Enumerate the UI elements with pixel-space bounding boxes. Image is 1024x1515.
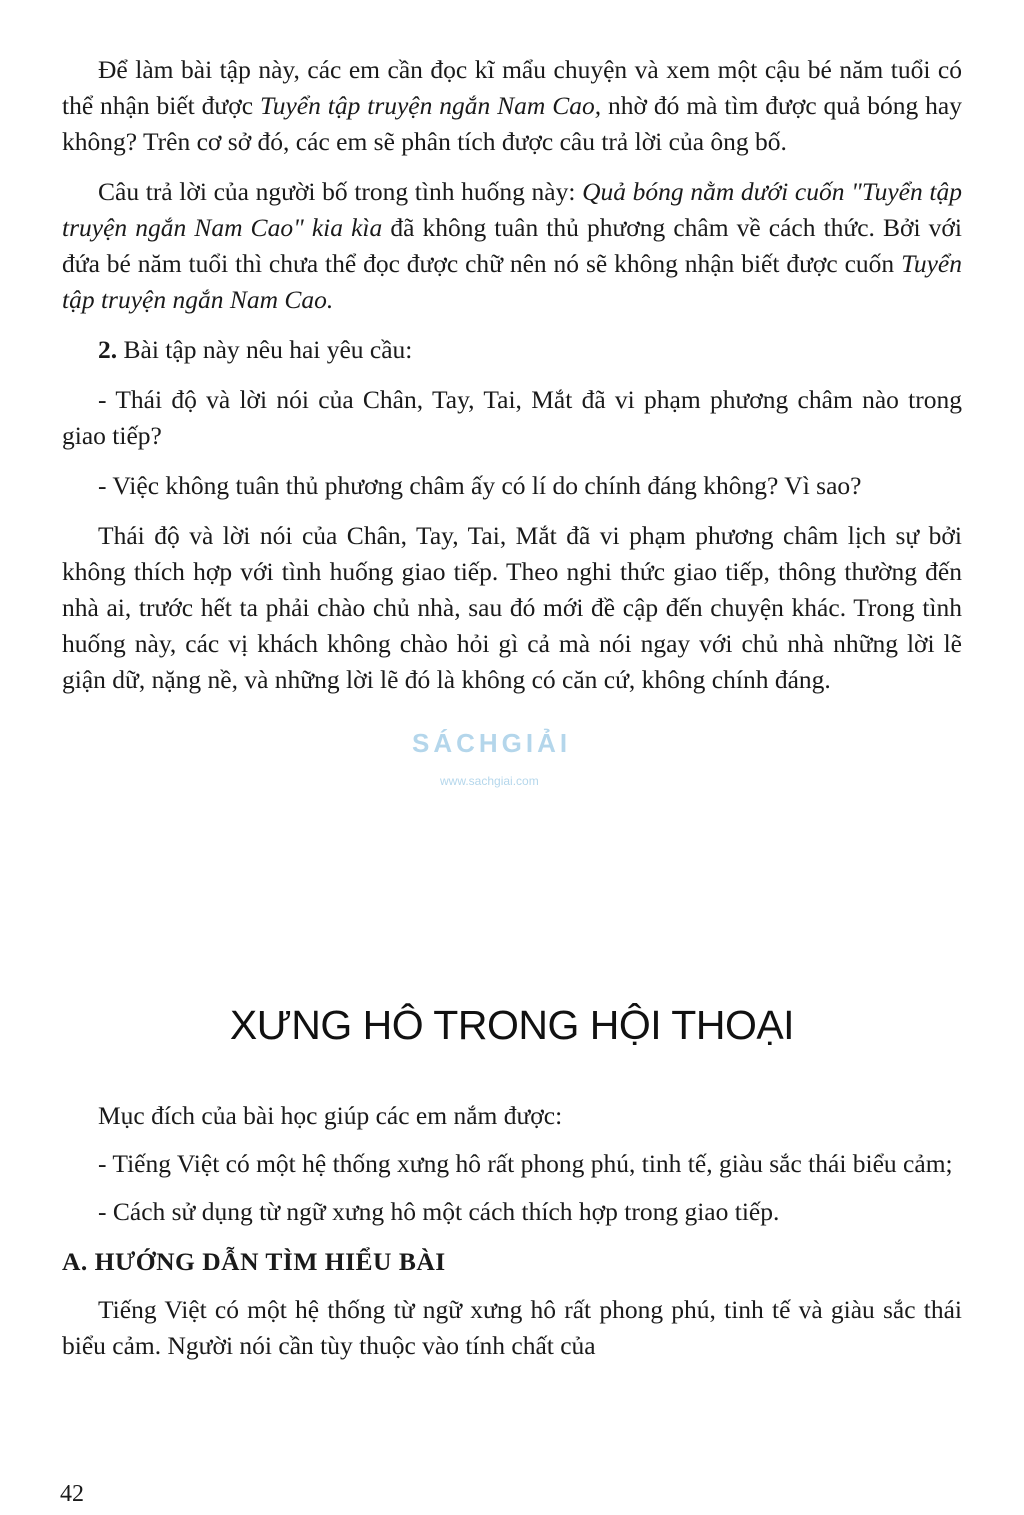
paragraph-4: - Thái độ và lời nói của Chân, Tay, Tai, Mắt đã vi phạm phương châm nào trong giao tiếp? (62, 385, 962, 450)
watermark-url: www.sachgiai.com (440, 774, 539, 788)
paragraph-2-start: Câu trả lời của người bố trong tình huống này: (98, 177, 583, 206)
lesson-title: XƯNG HÔ TRONG HỘI THOẠI (229, 1002, 795, 1049)
paragraph-1 (62, 52, 962, 160)
section-bullet-2: - Cách sử dụng từ ngữ xưng hô một cách thích hợp trong giao tiếp. (98, 1197, 780, 1226)
paragraph-5: - Việc không tuân thủ phương châm ấy có lí do chính đáng không? Vì sao? (98, 471, 862, 500)
paragraph-2-italic: Quả bóng nằm dưới cuốn "Tuyển tập truyện ngắn Nam Cao" kia kìa (62, 177, 962, 242)
section-intro: Mục đích của bài học giúp các em nắm được: (98, 1101, 563, 1130)
page-body-top (62, 52, 962, 698)
paragraph-1-end: nhờ đó mà tìm được quả bóng hay không? Trên cơ sở đó, các em sẽ phân tích được câu trả lời của ông bố. (62, 91, 962, 156)
paragraph-2-italic-end: Tuyển tập truyện ngắn Nam Cao. (62, 249, 962, 314)
exercise-number: 2. (98, 335, 118, 364)
page-body-bottom (62, 1098, 962, 1364)
paragraph-3-text: Bài tập này nêu hai yêu cầu: (117, 335, 413, 364)
paragraph-2-mid: đã không tuân thủ phương châm về cách thức. Bởi với đứa bé năm tuổi thì chưa thể đọc được chữ nên nó sẽ không nhận biết được cuốn (62, 213, 962, 278)
paragraph-6: Thái độ và lời nói của Chân, Tay, Tai, Mắt đã vi phạm phương châm lịch sự bởi không thích hợp với tình huống giao tiếp. Theo nghi thức giao tiếp, thông thường đến nhà ai, trước hết ta phải chào chủ nhà, sau đó mới đề cập đến chuyện khác. Trong tình huống này, các vị khách không chào hỏi gì cả mà nói ngay với chủ nhà những lời lẽ giận dữ, nặng nề, và những lời lẽ đó là không có căn cứ, không chính đáng. (62, 521, 962, 694)
section-bullet-1: - Tiếng Việt có một hệ thống xưng hô rất phong phú, tinh tế, giàu sắc thái biểu cảm; (98, 1149, 953, 1178)
watermark-logo (412, 722, 612, 794)
section-paragraph: Tiếng Việt có một hệ thống từ ngữ xưng hô rất phong phú, tinh tế và giàu sắc thái biểu cảm. Người nói cần tùy thuộc vào tính chất của (62, 1295, 962, 1360)
paragraph-3 (62, 332, 962, 368)
paragraph-2 (62, 174, 962, 318)
page-number: 42 (60, 1481, 84, 1507)
paragraph-1-italic: Tuyển tập truyện ngắn Nam Cao, (259, 91, 602, 120)
watermark-brand: SÁCHGIẢI (412, 728, 572, 758)
section-heading: A. HƯỚNG DẪN TÌM HIỂU BÀI (62, 1247, 446, 1276)
paragraph-1-text: Để làm bài tập này, các em cần đọc kĩ mẩu chuyện và xem một cậu bé năm tuổi có thể nhận biết được (62, 55, 962, 120)
